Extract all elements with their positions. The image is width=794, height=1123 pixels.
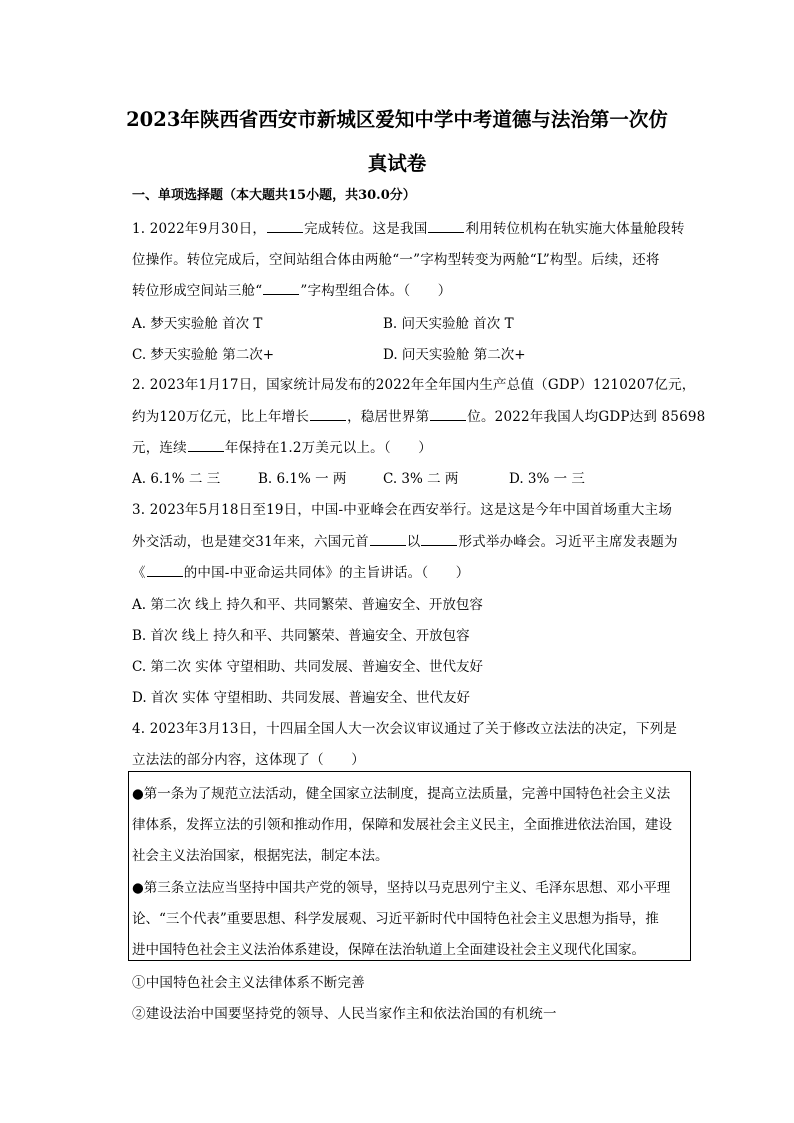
q3-option-a: A. 第二次 线上 持久和平、共同繁荣、普遍安全、开放包容 — [132, 597, 483, 613]
q4-line-1: 4. 2023年3月13日，十四届全国人大一次会议审议通过了关于修改立法法的决定，下列是 — [132, 721, 678, 737]
q2-option-a: A. 6.1% 二 三 — [132, 471, 221, 487]
q2-option-b: B. 6.1% 一 两 — [258, 471, 347, 487]
q3-line-2: 外交活动，也是建交31年来，六国元首 以 形式举办峰会。习近平主席发表题为 — [132, 534, 678, 550]
q3-option-c: C. 第二次 实体 守望相助、共同发展、普遍安全、世代友好 — [132, 659, 484, 675]
q1-option-b: B. 问天实验舱 首次 T — [383, 316, 514, 332]
exam-title — [100, 98, 694, 186]
answer-blank — [267, 220, 303, 233]
excerpt-line-2: 律体系，发挥立法的引领和推动作用，保障和发展社会主义民主，全面推进依法治国，建设 — [132, 817, 672, 833]
answer-blank — [310, 408, 346, 421]
answer-blank — [263, 282, 299, 295]
excerpt-line-5: 论、“三个代表”重要思想、科学发展观、习近平新时代中国特色社会主义思想为指导，推 — [132, 911, 659, 927]
q3-line-1: 3. 2023年5月18日至19日，中国-中亚峰会在西安举行。这是这是今年中国首场重大主场 — [132, 502, 673, 518]
q3-line-3: 《 的中国-中亚命运共同体》的主旨讲话。（ ） — [132, 565, 470, 581]
q1-line-3: 转位形成空间站三舱“ ”字构型组合体。（ ） — [132, 283, 452, 299]
excerpt-line-3: 社会主义法治国家，根据宪法，制定本法。 — [132, 848, 389, 864]
answer-blank — [188, 439, 224, 452]
q3-option-d: D. 首次 实体 守望相助、共同发展、普遍安全、世代友好 — [132, 690, 471, 706]
answer-blank — [421, 533, 457, 546]
q1-option-c: C. 梦天实验舱 第二次+ — [132, 347, 275, 363]
q1-option-d: D. 问天实验舱 第二次+ — [383, 347, 526, 363]
q3-option-b: B. 首次 线上 持久和平、共同繁荣、普遍安全、开放包容 — [132, 628, 470, 644]
excerpt-line-1: ●第一条为了规范立法活动，健全国家立法制度，提高立法质量，完善中国特色社会主义法 — [132, 786, 671, 802]
q4-statement-1: ①中国特色社会主义法律体系不断完善 — [132, 975, 365, 991]
answer-blank — [430, 408, 466, 421]
q4-statement-2: ②建设法治中国要坚持党的领导、人民当家作主和依法治国的有机统一 — [132, 1006, 557, 1022]
q2-line-3: 元，连续 年保持在1.2万美元以上。（ ） — [132, 440, 432, 456]
section-heading: 一、单项选择题（本大题共15小题，共30.0分） — [132, 188, 416, 203]
q2-line-1: 2. 2023年1月17日，国家统计局发布的2022年全年国内生产总值（GDP）1210207亿元， — [132, 377, 696, 393]
q1-option-a: A. 梦天实验舱 首次 T — [132, 316, 263, 332]
title-line-2: 真试卷 — [367, 152, 427, 175]
q4-line-2: 立法法的部分内容，这体现了（ ） — [132, 752, 365, 768]
excerpt-line-6: 进中国特色社会主义法治体系建设，保障在法治轨道上全面建设社会主义现代化国家。 — [132, 942, 645, 958]
q2-line-2: 约为120万亿元，比上年增长 ，稳居世界第 位。2022年我国人均GDP达到 85698 — [132, 409, 706, 425]
q2-option-d: D. 3% 一 三 — [509, 471, 585, 487]
q2-option-c: C. 3% 二 两 — [383, 471, 459, 487]
answer-blank — [147, 564, 183, 577]
q1-line-2: 位操作。转位完成后，空间站组合体由两舱“一”字构型转变为两舱“L”构型。后续，还将 — [132, 252, 660, 268]
excerpt-line-4: ●第三条立法应当坚持中国共产党的领导，坚持以马克思列宁主义、毛泽东思想、邓小平理 — [132, 880, 671, 896]
answer-blank — [428, 220, 464, 233]
title-line-1: 2023年陕西省西安市新城区爱知中学中考道德与法治第一次仿 — [126, 108, 668, 131]
q1-line-1: 1. 2022年9月30日， 完成转位。这是我国 利用转位机构在轨实施大体量舱段转 — [132, 221, 685, 237]
answer-blank — [370, 533, 406, 546]
